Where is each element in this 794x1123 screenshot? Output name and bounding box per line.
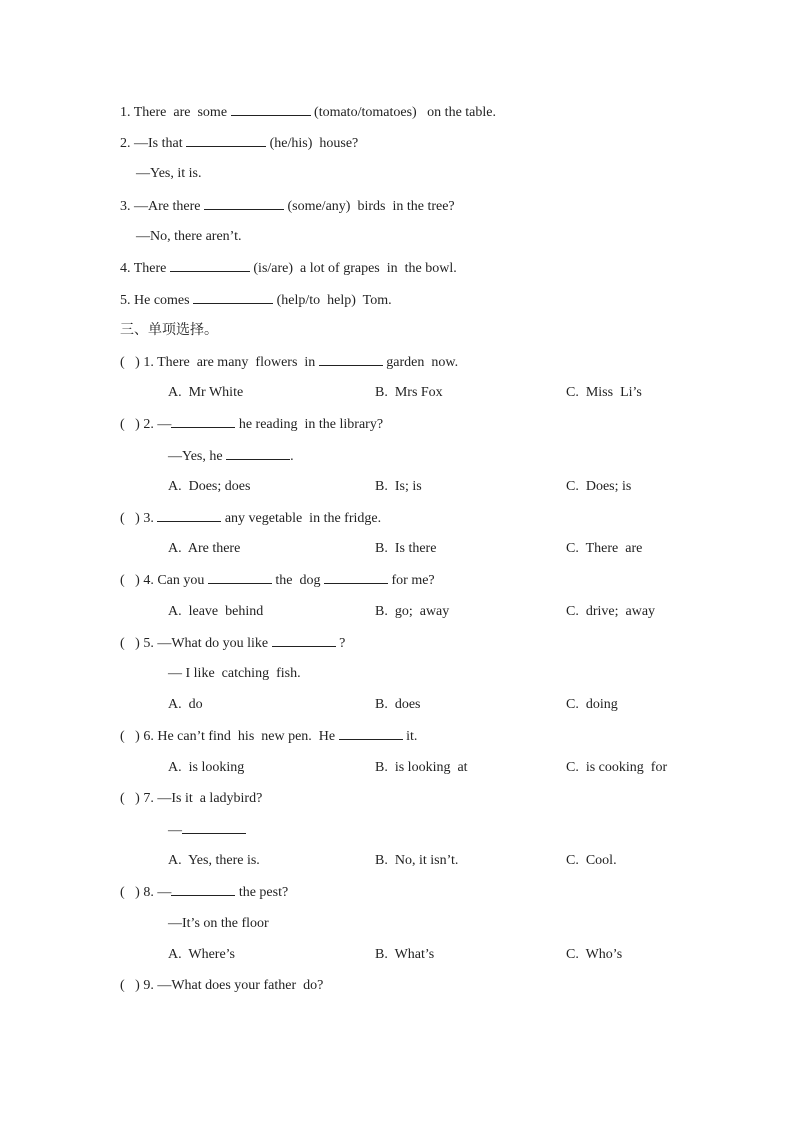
answer-blank (324, 571, 388, 584)
question-number: 2. (143, 417, 154, 432)
mcq-reply-8: —It’s on the floor (168, 916, 269, 931)
question-text: (some/any) birds in the tree? (283, 199, 455, 214)
answer-paren[interactable]: ( ) (120, 355, 140, 370)
mcq-question-2 (120, 415, 383, 434)
question-text: — (157, 417, 172, 432)
option-a[interactable]: A. Yes, there is. (168, 853, 260, 868)
question-text: —What does your father do? (157, 978, 324, 993)
option-b[interactable]: B. does (375, 697, 421, 712)
answer-blank (171, 883, 235, 896)
option-a[interactable]: A. Where’s (168, 947, 235, 962)
question-text: Can you (157, 573, 208, 588)
option-c[interactable]: C. There are (566, 541, 643, 556)
answer-blank (339, 727, 403, 740)
option-c[interactable]: C. Miss Li’s (566, 385, 642, 400)
mcq-question-4 (120, 571, 435, 590)
question-text: 3. —Are there (120, 199, 204, 214)
question-text: —What do you like (157, 636, 272, 651)
option-b[interactable]: B. Is; is (375, 479, 422, 494)
mcq-question-3 (120, 509, 381, 528)
answer-paren[interactable]: ( ) (120, 791, 140, 806)
reply-text: —Yes, he (168, 449, 227, 464)
answer-blank (171, 415, 235, 428)
section-heading: 三、单项选择。 (120, 322, 218, 338)
question-text: for me? (388, 573, 435, 588)
question-number: 4. (143, 573, 154, 588)
mcq-reply-7 (168, 821, 246, 840)
question-text: garden now. (382, 355, 459, 370)
question-text: —Is it a ladybird? (157, 791, 263, 806)
answer-blank (272, 634, 336, 647)
fill-question-2 (120, 134, 358, 153)
option-b[interactable]: B. is looking at (375, 760, 468, 775)
answer-blank (157, 509, 221, 522)
option-b[interactable]: B. Is there (375, 541, 437, 556)
mcq-question-7 (120, 790, 262, 808)
option-c[interactable]: C. Cool. (566, 853, 617, 868)
question-number: 9. (143, 978, 154, 993)
option-c[interactable]: C. Who’s (566, 947, 623, 962)
question-number: 1. (143, 355, 154, 370)
answer-blank[interactable] (186, 134, 266, 147)
mcq-question-5 (120, 634, 345, 653)
question-text: — (157, 885, 172, 900)
fill-question-3 (120, 197, 455, 216)
option-c[interactable]: C. drive; away (566, 604, 656, 619)
option-a[interactable]: A. do (168, 697, 203, 712)
option-a[interactable]: A. leave behind (168, 604, 264, 619)
answer-paren[interactable]: ( ) (120, 417, 140, 432)
fill-reply-3: —No, there aren’t. (136, 229, 242, 244)
option-b[interactable]: B. No, it isn’t. (375, 853, 459, 868)
question-number: 7. (143, 791, 154, 806)
question-text: 2. —Is that (120, 136, 187, 151)
question-text: 4. There (120, 261, 170, 276)
question-text: (is/are) a lot of grapes in the bowl. (249, 261, 457, 276)
fill-question-1 (120, 103, 496, 122)
option-b[interactable]: B. go; away (375, 604, 450, 619)
question-text: There are many flowers in (157, 355, 319, 370)
question-text: he reading in the library? (235, 417, 384, 432)
answer-paren[interactable]: ( ) (120, 978, 140, 993)
answer-paren[interactable]: ( ) (120, 885, 140, 900)
answer-paren[interactable]: ( ) (120, 573, 140, 588)
answer-blank[interactable] (204, 197, 284, 210)
option-c[interactable]: C. doing (566, 697, 618, 712)
fill-reply-2: —Yes, it is. (136, 166, 202, 181)
fill-question-4 (120, 259, 457, 278)
answer-paren[interactable]: ( ) (120, 636, 140, 651)
question-number: 3. (143, 511, 154, 526)
question-text: ? (335, 636, 346, 651)
question-text: (tomato/tomatoes) on the table. (310, 105, 496, 120)
question-text: the dog (271, 573, 324, 588)
question-text: (he/his) house? (266, 136, 359, 151)
option-b[interactable]: B. What’s (375, 947, 435, 962)
option-a[interactable]: A. is looking (168, 760, 245, 775)
answer-paren[interactable]: ( ) (120, 729, 140, 744)
question-text: it. (402, 729, 418, 744)
answer-blank (226, 447, 290, 460)
mcq-question-6 (120, 727, 417, 746)
reply-text: — (168, 823, 182, 838)
answer-blank (319, 353, 383, 366)
question-number: 8. (143, 885, 154, 900)
answer-blank (182, 821, 246, 834)
option-b[interactable]: B. Mrs Fox (375, 385, 443, 400)
answer-blank[interactable] (170, 259, 250, 272)
option-c[interactable]: C. is cooking for (566, 760, 668, 775)
mcq-reply-2 (168, 447, 294, 466)
mcq-question-9 (120, 977, 323, 995)
question-text: any vegetable in the fridge. (221, 511, 382, 526)
question-number: 5. (143, 636, 154, 651)
question-text: the pest? (235, 885, 289, 900)
option-a[interactable]: A. Mr White (168, 385, 244, 400)
option-a[interactable]: A. Are there (168, 541, 241, 556)
answer-blank[interactable] (193, 291, 273, 304)
mcq-reply-5: — I like catching fish. (168, 666, 301, 681)
option-c[interactable]: C. Does; is (566, 479, 632, 494)
mcq-question-1 (120, 353, 458, 372)
question-text: 5. He comes (120, 293, 194, 308)
reply-text: . (290, 449, 294, 464)
option-a[interactable]: A. Does; does (168, 479, 251, 494)
question-text: (help/to help) Tom. (273, 293, 392, 308)
mcq-question-8 (120, 883, 288, 902)
question-number: 6. (143, 729, 154, 744)
question-text: 1. There are some (120, 105, 231, 120)
answer-paren[interactable]: ( ) (120, 511, 140, 526)
fill-question-5 (120, 291, 392, 310)
answer-blank[interactable] (231, 103, 311, 116)
answer-blank (208, 571, 272, 584)
question-text: He can’t find his new pen. He (157, 729, 339, 744)
